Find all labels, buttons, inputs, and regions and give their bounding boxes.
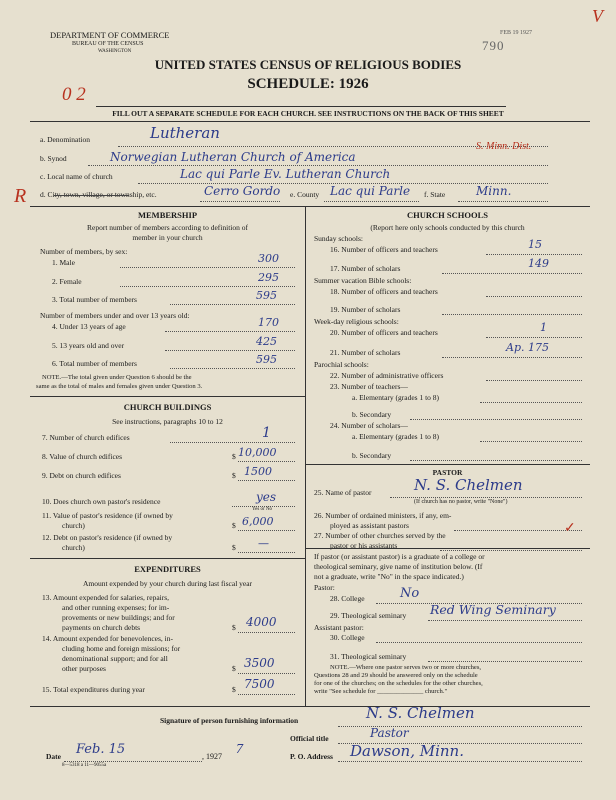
- denomination-label: a. Denomination: [40, 135, 90, 144]
- buildings-subheading: See instructions, paragraphs 10 to 12: [112, 417, 223, 426]
- summer-label: Summer vacation Bible schools:: [314, 276, 412, 285]
- membership-subheading-1: Report number of members according to definition of: [87, 223, 248, 232]
- q23b-label: b. Secondary: [352, 410, 392, 419]
- membership-subheading-2: member in your church: [132, 233, 203, 242]
- q9-dollar: $: [232, 471, 236, 480]
- q2-label: 2. Female: [52, 277, 82, 286]
- received-stamp-date: FEB 19 1927: [500, 30, 533, 36]
- code-mark: 0 2: [62, 84, 86, 105]
- state-value[interactable]: Minn.: [476, 184, 512, 198]
- q3-value[interactable]: 595: [256, 289, 277, 302]
- q13-label-2: and other running expenses; for im-: [62, 603, 170, 612]
- yes-no-hint: Yes or No: [252, 507, 273, 512]
- q8-dollar: $: [232, 452, 236, 461]
- church-name-label: c. Local name of church: [40, 172, 113, 181]
- state-label: f. State: [424, 190, 446, 199]
- q10-value[interactable]: yes: [256, 490, 277, 504]
- buildings-heading: CHURCH BUILDINGS: [123, 402, 212, 412]
- q8-label: 8. Value of church edifices: [42, 452, 123, 461]
- form-subtitle: SCHEDULE: 1926: [247, 76, 369, 92]
- q24a-label: a. Elementary (grades 1 to 8): [352, 432, 440, 441]
- q5-label: 5. 13 years old and over: [52, 341, 125, 350]
- expenditures-heading: EXPENDITURES: [134, 564, 201, 574]
- date-label: Date: [46, 752, 61, 761]
- q23a-label: a. Elementary (grades 1 to 8): [352, 393, 440, 402]
- q6-value[interactable]: 595: [256, 353, 277, 366]
- q14-dollar: $: [232, 664, 236, 673]
- q4-value[interactable]: 170: [258, 316, 279, 329]
- q17-label: 17. Number of scholars: [330, 264, 401, 273]
- county-label: e. County: [290, 190, 320, 199]
- city-name: WASHINGTON: [98, 49, 132, 54]
- q21-label: 21. Number of scholars: [330, 348, 401, 357]
- q12-value[interactable]: —: [258, 537, 269, 550]
- county-value[interactable]: Lac qui Parle: [330, 184, 411, 198]
- q7-value[interactable]: 1: [262, 425, 271, 441]
- synod-note: S. Minn. Dist.: [476, 141, 532, 152]
- q1-value[interactable]: 300: [258, 252, 279, 265]
- q20-label: 20. Number of officers and teachers: [330, 328, 438, 337]
- grad-instr-2: theological seminary, give name of institution below. (If: [314, 562, 483, 571]
- q11-label-2: church): [62, 521, 85, 530]
- dept-name: DEPARTMENT OF COMMERCE: [50, 30, 170, 40]
- age-intro: Number of members under and over 13 years old:: [40, 311, 190, 320]
- q6-label: 6. Total number of members: [52, 359, 137, 368]
- q21-value[interactable]: Ap. 175: [506, 341, 549, 354]
- q26-label: 26. Number of ordained ministers, if any, em-: [314, 511, 452, 520]
- check-mark: V: [592, 6, 603, 26]
- denomination-value[interactable]: Lutheran: [150, 124, 220, 142]
- q2-value[interactable]: 295: [258, 271, 279, 284]
- q23-label: 23. Number of teachers—: [330, 382, 408, 391]
- po-address-label: P. O. Address: [290, 752, 333, 761]
- q14-label-2: cluding home and foreign missions; for: [62, 644, 181, 653]
- q20-value[interactable]: 1: [540, 321, 547, 334]
- membership-heading: MEMBERSHIP: [137, 210, 198, 220]
- q9-value[interactable]: 1500: [244, 465, 272, 478]
- membership-note-1: NOTE.—The total given under Question 6 should be the: [42, 374, 192, 381]
- church-name-value[interactable]: Lac qui Parle Ev. Lutheran Church: [180, 167, 391, 181]
- q25-label: 25. Name of pastor: [314, 488, 372, 497]
- q28-value[interactable]: No: [400, 586, 420, 601]
- schools-heading: CHURCH SCHOOLS: [407, 210, 488, 220]
- q15-dollar: $: [232, 685, 236, 694]
- q13-label-3: provements or new buildings; and for: [62, 613, 175, 622]
- signature-label: Signature of person furnishing information: [160, 716, 299, 725]
- pastor-note-2: Questions 28 and 29 should be answered only on the schedule: [314, 672, 478, 679]
- pastor-heading: PASTOR: [432, 468, 463, 477]
- pastor-note-1: NOTE.—Where one pastor serves two or more churches,: [330, 664, 482, 671]
- q27-label: 27. Number of other churches served by the: [314, 531, 446, 540]
- q5-value[interactable]: 425: [256, 335, 277, 348]
- bureau-name: BUREAU OF THE CENSUS: [72, 41, 144, 47]
- membership-note-2: same as the total of males and females given under Question 3.: [36, 383, 203, 390]
- grad-instr-3: not a graduate, write "No" in the space indicated.): [314, 572, 464, 581]
- q10-label: 10. Does church own pastor's residence: [42, 497, 161, 506]
- q24-label: 24. Number of scholars—: [330, 421, 408, 430]
- q27-label-2: pastor or his assistants: [330, 541, 398, 550]
- q14-label-3: denominational support; and for all: [62, 654, 168, 663]
- q17-value[interactable]: 149: [528, 257, 549, 270]
- township-value[interactable]: Cerro Gordo: [204, 184, 281, 198]
- q14-label: 14. Amount expended for benevolences, in-: [42, 634, 174, 643]
- q29-value[interactable]: Red Wing Seminary: [430, 602, 556, 617]
- q16-value[interactable]: 15: [528, 238, 542, 251]
- q9-label: 9. Debt on church edifices: [42, 471, 121, 480]
- year-digit: 7: [236, 742, 243, 757]
- q14-value[interactable]: 3500: [244, 656, 275, 670]
- q11-value[interactable]: 6,000: [242, 515, 274, 528]
- q1-label: 1. Male: [52, 258, 75, 267]
- q29-label: 29. Theological seminary: [330, 611, 407, 620]
- q31-label: 31. Theological seminary: [330, 652, 407, 661]
- form-code: 8—5318 a 11—9055a: [62, 763, 107, 768]
- q16-label: 16. Number of officers and teachers: [330, 245, 438, 254]
- q3-label: 3. Total number of members: [52, 295, 137, 304]
- sex-intro: Number of members, by sex:: [40, 247, 128, 256]
- official-title-value[interactable]: Pastor: [370, 726, 409, 740]
- q22-label: 22. Number of administrative officers: [330, 371, 444, 380]
- q18-label: 18. Number of officers and teachers: [330, 287, 438, 296]
- q28-label: 28. College: [330, 594, 365, 603]
- date-value[interactable]: Feb. 15: [76, 742, 126, 757]
- q11-dollar: $: [232, 521, 236, 530]
- q19-label: 19. Number of scholars: [330, 305, 401, 314]
- assistant-label: Assistant pastor:: [314, 623, 364, 632]
- q12-label-2: church): [62, 543, 85, 552]
- q12-dollar: $: [232, 543, 236, 552]
- q14-label-4: other purposes: [62, 664, 106, 673]
- instruction-line: FILL OUT A SEPARATE SCHEDULE FOR EACH CHURCH. SEE INSTRUCTIONS ON THE BACK OF THIS SHEET: [112, 109, 504, 118]
- q13-value[interactable]: 4000: [246, 615, 277, 629]
- q15-label: 15. Total expenditures during year: [42, 685, 145, 694]
- q13-label-4: payments on church debts: [62, 623, 141, 632]
- received-stamp-number: 790: [482, 38, 505, 53]
- q11-label: 11. Value of pastor's residence (if owned by: [42, 511, 173, 520]
- date-year: , 1927: [202, 752, 222, 761]
- margin-mark: R: [14, 185, 27, 207]
- q15-value[interactable]: 7500: [244, 677, 275, 691]
- weekday-label: Week-day religious schools:: [314, 317, 399, 326]
- parochial-label: Parochial schools:: [314, 360, 369, 369]
- po-address-value[interactable]: Dawson, Minn.: [350, 742, 464, 760]
- official-title-label: Official title: [290, 734, 329, 743]
- q12-label: 12. Debt on pastor's residence (if owned by: [42, 533, 173, 542]
- q30-label: 30. College: [330, 633, 365, 642]
- expenditures-subheading: Amount expended by your church during last fiscal year: [82, 579, 253, 588]
- synod-value[interactable]: Norwegian Lutheran Church of America: [110, 150, 356, 164]
- q7-label: 7. Number of church edifices: [42, 433, 130, 442]
- q24b-label: b. Secondary: [352, 451, 392, 460]
- sunday-label: Sunday schools:: [314, 234, 363, 243]
- pastor-note-4: write "See schedule for ______________ church.": [314, 688, 448, 695]
- q13-dollar: $: [232, 623, 236, 632]
- pastor-subsection-label: Pastor:: [314, 583, 335, 592]
- grad-instr-1: If pastor (or assistant pastor) is a graduate of a college or: [314, 552, 485, 561]
- q13-label: 13. Amount expended for salaries, repairs,: [42, 593, 170, 602]
- q8-value[interactable]: 10,000: [238, 446, 277, 459]
- schools-subheading: (Report here only schools conducted by this church: [370, 223, 525, 232]
- form-title: UNITED STATES CENSUS OF RELIGIOUS BODIES: [154, 57, 462, 72]
- signature-value[interactable]: N. S. Chelmen: [366, 704, 475, 722]
- township-label: d. City, town, village, or township, etc.: [40, 190, 157, 199]
- q26-label-2: ployed as assistant pastors: [330, 521, 409, 530]
- synod-label: b. Synod: [40, 154, 67, 163]
- q4-label: 4. Under 13 years of age: [52, 322, 126, 331]
- q27-check: ✓: [564, 521, 576, 536]
- q25-hint: (If church has no pastor, write "None"): [414, 499, 508, 505]
- q25-value[interactable]: N. S. Chelmen: [414, 476, 523, 494]
- pastor-note-3: for one of the churches; on the schedules for the other churches,: [314, 680, 483, 687]
